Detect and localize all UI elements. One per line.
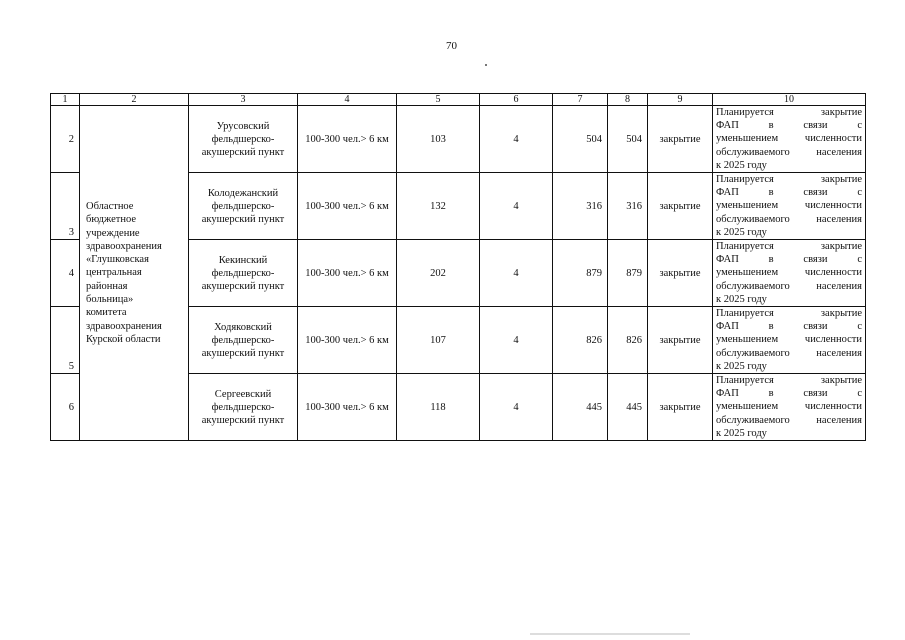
note-line: ФАП в связи с [716,388,862,400]
header-cell: 4 [298,94,397,106]
organization-cell [80,106,189,441]
note-line: Планируется закрытие [716,174,862,186]
note-line: уменьшением численности [716,334,862,346]
org-line: районная [86,280,128,292]
note-line: к 2025 году [716,159,767,171]
col7-value: 316 [553,173,608,240]
org-line: здравоохранения [86,320,162,332]
org-line: центральная [86,267,142,279]
org-line: «Глушковская [86,254,149,266]
note-line: ФАП в связи с [716,254,862,266]
action: закрытие [648,307,713,374]
col8-value: 504 [608,106,648,173]
header-row [51,94,866,106]
population-distance: 100-300 чел.> 6 км [298,374,397,441]
fap-table [50,93,866,441]
org-line: больница» [86,293,134,305]
note-cell [713,173,866,240]
note-line: уменьшением численности [716,200,862,212]
population-distance: 100-300 чел.> 6 км [298,307,397,374]
header-cell: 1 [51,94,80,106]
col8-value: 826 [608,307,648,374]
col6-value: 4 [480,374,553,441]
col7-value: 879 [553,240,608,307]
fap-name: Сергеевский фельдшерско-акушерский пункт [189,374,298,441]
note-line: обслуживаемого населения [716,146,862,158]
row-number: 3 [51,173,80,240]
header-cell: 3 [189,94,298,106]
note-line: уменьшением численности [716,267,862,279]
row-number: 2 [51,106,80,173]
col6-value: 4 [480,106,553,173]
fap-name: Урусовский фельдшерско-акушерский пункт [189,106,298,173]
note-cell [713,240,866,307]
population-distance: 100-300 чел.> 6 км [298,240,397,307]
col5-value: 202 [397,240,480,307]
org-line: комитета [86,307,127,319]
col7-value: 826 [553,307,608,374]
note-line: Планируется закрытие [716,308,862,320]
header-cell: 7 [553,94,608,106]
note-line: Планируется закрытие [716,375,862,387]
note-line: к 2025 году [716,360,767,372]
org-line: бюджетное [86,214,137,226]
row-number: 6 [51,374,80,441]
note-line: ФАП в связи с [716,120,862,132]
col5-value: 132 [397,173,480,240]
population-distance: 100-300 чел.> 6 км [298,173,397,240]
page-number: 70 [446,40,457,52]
col8-value: 316 [608,173,648,240]
note-line: Планируется закрытие [716,241,862,253]
row-number: 5 [51,307,80,374]
note-cell [713,374,866,441]
col6-value: 4 [480,173,553,240]
col6-value: 4 [480,307,553,374]
action: закрытие [648,240,713,307]
note-line: к 2025 году [716,427,767,439]
table-row [51,106,866,173]
header-cell: 6 [480,94,553,106]
col8-value: 879 [608,240,648,307]
col5-value: 103 [397,106,480,173]
note-line: обслуживаемого населения [716,213,862,225]
org-line: учреждение [86,227,140,239]
note-line: ФАП в связи с [716,187,862,199]
org-line: Курской области [86,333,161,345]
header-cell: 10 [713,94,866,106]
note-line: к 2025 году [716,226,767,238]
fap-name: Ходяковский фельдшерско-акушерский пункт [189,307,298,374]
note-line: уменьшением численности [716,401,862,413]
row-number: 4 [51,240,80,307]
header-cell: 5 [397,94,480,106]
fap-name: Колодежанский фельдшерско-акушерский пункт [189,173,298,240]
note-line: Планируется закрытие [716,107,862,118]
org-line: Областное [86,200,134,212]
scan-artifact [530,633,690,635]
note-line: обслуживаемого населения [716,280,862,292]
col7-value: 504 [553,106,608,173]
action: закрытие [648,374,713,441]
population-distance: 100-300 чел.> 6 км [298,106,397,173]
note-line: обслуживаемого населения [716,347,862,359]
col5-value: 107 [397,307,480,374]
header-cell: 8 [608,94,648,106]
action: закрытие [648,173,713,240]
note-line: ФАП в связи с [716,321,862,333]
note-cell [713,106,866,173]
scan-speck [485,64,487,66]
header-cell: 9 [648,94,713,106]
fap-name: Кекинский фельдшерско-акушерский пункт [189,240,298,307]
note-line: уменьшением численности [716,133,862,145]
col7-value: 445 [553,374,608,441]
org-line: здравоохранения [86,240,162,252]
col6-value: 4 [480,240,553,307]
note-cell [713,307,866,374]
note-line: обслуживаемого населения [716,414,862,426]
col8-value: 445 [608,374,648,441]
action: закрытие [648,106,713,173]
col5-value: 118 [397,374,480,441]
note-line: к 2025 году [716,293,767,305]
header-cell: 2 [80,94,189,106]
